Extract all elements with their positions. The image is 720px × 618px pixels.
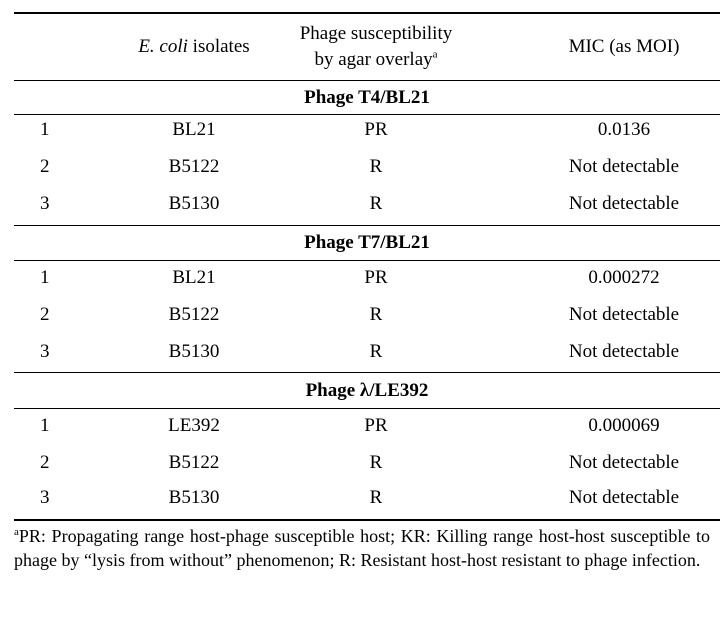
- row-number: 3: [40, 193, 50, 214]
- header-isolates-label: isolates: [187, 36, 250, 57]
- row-number: 1: [40, 119, 50, 140]
- table-row: [14, 445, 720, 481]
- row-number: 2: [40, 452, 50, 473]
- footnote-text: PR: Propagating range host-phage susceptible host; KR: Killing range host-host susceptible to phage by “lysis from without” phenomenon; R: Resistant host-host resistant to phage infection.: [14, 526, 710, 570]
- row-susceptibility: PR: [364, 119, 388, 140]
- table-row: [14, 112, 720, 148]
- row-number: 3: [40, 487, 50, 508]
- table-row: [14, 149, 720, 185]
- row-mic: Not detectable: [568, 452, 680, 473]
- table-row: [14, 408, 720, 444]
- row-susceptibility: PR: [364, 415, 388, 436]
- table-row: [14, 260, 720, 296]
- table-header: [14, 14, 720, 80]
- bottom-rule: [14, 519, 720, 521]
- row-number: 1: [40, 415, 50, 436]
- row-mic: 0.000069: [588, 415, 660, 436]
- group-title: Phage T7/BL21: [304, 232, 430, 253]
- row-isolate: B5122: [168, 304, 220, 325]
- row-mic: 0.0136: [597, 119, 651, 140]
- row-isolate: BL21: [172, 119, 216, 140]
- table-footnote: [14, 524, 710, 572]
- header-susceptibility-line1: Phage susceptibility: [299, 23, 453, 44]
- row-susceptibility: R: [369, 304, 383, 325]
- row-number: 2: [40, 156, 50, 177]
- table-row: [14, 480, 720, 516]
- row-susceptibility: PR: [364, 267, 388, 288]
- row-mic: Not detectable: [568, 156, 680, 177]
- row-mic: 0.000272: [588, 267, 660, 288]
- row-mic: Not detectable: [568, 487, 680, 508]
- row-isolate: B5122: [168, 452, 220, 473]
- row-number: 2: [40, 304, 50, 325]
- row-isolate: B5122: [168, 156, 220, 177]
- row-mic: Not detectable: [568, 304, 680, 325]
- table-row: [14, 334, 720, 370]
- table-row: [14, 297, 720, 333]
- row-number: 3: [40, 341, 50, 362]
- header-isolates-species: E. coli: [138, 36, 188, 57]
- group-title: Phage T4/BL21: [304, 87, 430, 108]
- row-susceptibility: R: [369, 156, 383, 177]
- row-susceptibility: R: [369, 193, 383, 214]
- header-susceptibility: [276, 21, 476, 73]
- header-mic: MIC (as MOI): [568, 36, 680, 57]
- row-mic: Not detectable: [568, 341, 680, 362]
- row-isolate: B5130: [168, 487, 220, 508]
- header-isolates: [94, 14, 294, 80]
- header-susceptibility-line2: by agar overlay: [314, 49, 433, 70]
- row-susceptibility: R: [369, 487, 383, 508]
- row-isolate: B5130: [168, 341, 220, 362]
- row-susceptibility: R: [369, 341, 383, 362]
- row-mic: Not detectable: [568, 193, 680, 214]
- row-isolate: B5130: [168, 193, 220, 214]
- footnote-marker: a: [14, 526, 19, 538]
- group-title: Phage λ/LE392: [305, 380, 429, 401]
- row-number: 1: [40, 267, 50, 288]
- row-isolate: LE392: [168, 415, 220, 436]
- header-footnote-marker: a: [432, 48, 438, 61]
- row-susceptibility: R: [369, 452, 383, 473]
- row-isolate: BL21: [172, 267, 216, 288]
- group-rule: [14, 372, 720, 373]
- table-row: [14, 186, 720, 222]
